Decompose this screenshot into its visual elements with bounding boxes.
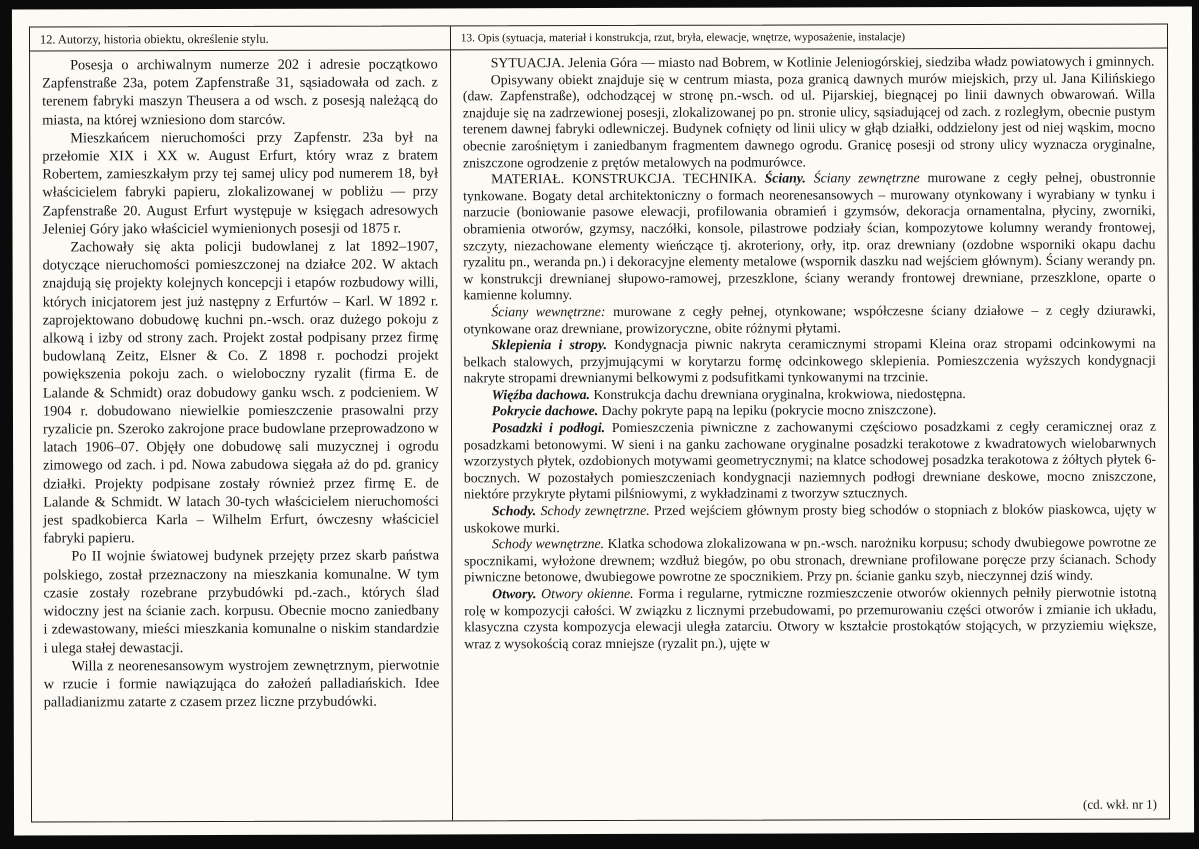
paragraph (43, 237, 439, 547)
text-run: Posesja o archiwalnym numerze 202 i adresie początkowo Zapfenstraße 23a, potem Zapfenstraße 31, sąsiadowała od zach. z terenem fabryki maszyn Theusera a od wsch. z posesją należącą do miasta, na której wzniesiono dom starców. (42, 56, 438, 129)
text-run: Zachowały się akta policji budowlanej z lat 1892–1907, dotyczące nieruchomości pomieszczonej na działce 202. W aktach znajdują się projekty kolejnych koncepcji i etapów rozbudowy willi, których inicjatorem jest już następny z Erfurtów – Karl. W 1892 r. zaprojektowano dobudowę kuchni pn.-wsch. oraz dużego pokoju z alkową i izby od strony zach. Projekt został podpisany przez firmę budowlaną Zeitz, Elsner & Co. Z 1898 r. pochodzi projekt powiększenia pokoju zach. o wieloboczny ryzalit (firma E. de Lalande & Schmidt) oraz dobudowy ganku wsch. z podcieniem. W 1904 r. dobudowano niewielkie pomieszczenie prasowalni przy ryzalicie pn. Szeroko zakrojone prace budowlane przeprowadzono w latach 1906–07. Objęły one dobudowę sali muzycznej i ogrodu zimowego od zach. i pd. Nowa zabudowa sięgała aż do pd. granicy działki. Projekty podpisane zostały również przez firmę E. de Lalande & Schmidt. W latach 30-tych właścicielem nieruchomości jest spadkobierca Karla – Wilhelm Erfurt, ówczesny właściciel fabryki papieru. (42, 238, 439, 547)
text-run: Pokrycie dachowe. (491, 403, 599, 419)
text-run: Sklepienia i stropy. (491, 337, 608, 353)
text-run: Konstrukcja dachu drewniana oryginalna, krokwiowa, niedostępna. (589, 385, 966, 402)
text-run: Klatka schodowa zlokalizowana w pn.-wsch. narożniku korpusu; schody dwubiegowe powrotne ze spocznikami, wyłożone drewnem; wzdłuż biegów, po obu stronach, drewniane profilowane poręcze przy ścianach. Schody piwniczne betonowe, dwubiegowe powrotne ze spocznikiem. Przy pn. ścianie ganku szyb, nieczynnej dziś windy. (464, 534, 1157, 585)
paragraph (463, 70, 1156, 171)
paragraph (464, 385, 1156, 403)
paragraph (43, 547, 439, 657)
text-run: Ściany zewnętrzne (805, 170, 920, 186)
document-page (12, 6, 1194, 835)
paragraph (464, 585, 1156, 653)
paragraph (464, 502, 1156, 537)
text-run: SYTUACJA. Jelenia Góra — miasto nad Bobrem, w Kotlinie Jeleniogórskiej, siedziba władz powiatowych i gminnych. (490, 53, 1155, 71)
paragraph (463, 170, 1156, 305)
text-run: Otwory. (492, 586, 537, 602)
paragraph (42, 55, 438, 129)
paragraph (464, 402, 1156, 420)
text-run: Pomieszczenia piwniczne z zachowanymi częściowo posadzkami z cegły ceramicznej oraz z posadzkami betonowymi. W sieni i na ganku zachowane oryginalne posadzki terakotowe z kwadratowych wielobarwnych wzorzystych płytek, ozdobionych motywami geometrycznymi; na klatce schodowej posadzka terakotowa z żółtych płytek 6-bocznych. W pozostałych pomieszczeniach kondygnacji naziemnych podłogi drewniane deskowe, mocno zniszczone, niektóre przykryte płytami pilśniowymi, z wykładzinami z tworzyw sztucznych. (463, 418, 1157, 502)
text-run: MATERIAŁ. KONSTRUKCJA. TECHNIKA. (491, 170, 765, 187)
text-run: Schody wewnętrzne. (491, 536, 605, 552)
text-run: Kondygnacja piwnic nakryta ceramicznymi stropami Kleina oraz stropami odcinkowymi na belkach stalowych, przyjmującymi w korytarzu formę odcinkowego sklepienia. Pomieszczenia wyższych kondygnacji nakryte stropami drewnianymi belkowymi z podsufitkami tynkowanymi na trzcinie. (463, 335, 1156, 386)
section-13-column (451, 25, 1169, 821)
section-13-body (451, 49, 1169, 797)
text-run: Willa z neorenesansowym wystrojem zewnętrznym, pierwotnie w rzucie i formie nawiązująca do założeń palladiańskich. Idee palladianizmu zatarte z czasem przez liczne przybudówki. (43, 657, 440, 711)
text-run: Przed wejściem głównym prosty bieg schodów o stopniach z bloków piaskowca, ujęty w uskokowe murki. (463, 501, 1157, 535)
paragraph (42, 128, 438, 238)
text-run: Forma i regularne, rytmiczne rozmieszczenie otworów okiennych pełniły pierwotnie istotną rolę w kompozycji całości. W związku z licznymi przebudowami, po przemurowaniu części otworów i zmianie ich układu, klasyczna czysta kompozycja elewacji uległa zatarciu. Otwory w kształcie prostokątów stojących, w przyziemiu większe, wraz z wysokością coraz mniejsze (ryzalit pn.), ujęte w (464, 584, 1157, 652)
text-run: Dachy pokryte papą na lepiku (pokrycie mocno zniszczone). (598, 402, 937, 419)
paragraph (463, 54, 1155, 72)
paragraph (464, 535, 1156, 587)
text-run: Opisywany obiekt znajduje się w centrum miasta, poza granicą dawnych murów miejskich, przy ul. Jana Kilińskiego (daw. Zapfenstraße), odchodzącej w stronę pn.-wsch. od ul. Pijarskiej, biegnącej po linii dawnych obwarowań. Willa znajduje się na zadrzewionej posesji, zlokalizowanej po pn. stronie ulicy, sąsiadującej od zach. z rozległym, obecnie pustym terenem dawnej fabryki odlewniczej. Budynek cofnięty od linii ulicy w głąb działki, oddzielony jest od niej wąskim, mocno obecnie zarośniętym i zaniedbanym fragmentem dawnego ogrodu. Granicę posesji od strony ulicy wyznacza oryginalne, zniszczone ogrodzenie z prętów metalowych na podmurówce. (462, 70, 1156, 170)
continuation-note: (cd. wkł. nr 1) (1082, 796, 1158, 812)
paragraph (44, 656, 440, 712)
section-12-body (30, 50, 452, 821)
text-run: Schody zewnętrzne. (536, 502, 650, 519)
text-run: Posadzki i podłogi. (491, 420, 606, 436)
text-run: Więźba dachowa. (491, 386, 591, 403)
section-12-header: 12. Autorzy, historia obiektu, określenie stylu. (30, 26, 450, 51)
text-run: murowane z cegły pełnej, obustronnie tynkowane. Bogaty detal architektoniczny o formach neorenesansowych – murowany otynkowany i wyrabiany w tynku i narzucie (boniowanie pasowe elewacji, profilowania obramień i gzymsów, dekoracja ornamentalna, płyciny, zworniki, obramienia otworów, gzymsy, naczółki, konsole, pilastrowe podziały ścian, kompozytowe kolumny werandy frontowej, szczyty, niezachowane elementy wieńczące tj. akroteriony, orły, itp. oraz drewniany (ozdobne wsporniki okapu dachu ryzalitu pn., weranda pn.) i dekoracyjne elementy metalowe (wspornik daszku nad wejściem głównym). Ściany werandy pn. w konstrukcji drewnianej słupowo-ramowej, przeszklone, ściany werandy frontowej drewniane, przeszklone, oparte o kamienne kolumny. (463, 169, 1156, 303)
section-12-column (30, 26, 453, 821)
text-run: Schody. (491, 503, 537, 519)
page-frame (29, 24, 1170, 823)
text-run: murowane z cegły pełnej, otynkowane; współczesne ściany działowe – z cegły dziurawki, otynkowane oraz drewniane, prowizoryczne, obite różnymi płytami. (463, 302, 1156, 336)
paragraph (464, 419, 1157, 504)
paragraph (463, 302, 1155, 337)
paragraph (463, 336, 1155, 388)
text-run: Mieszkańcem nieruchomości przy Zapfenstr. 23a był na przełomie XIX i XX w. August Erfurt, który wraz z bratem Robertem, zamieszkałym przy tej samej ulicy pod numerem 18, był właścicielem fabryki papieru, zlokalizowanej w pobliżu — przy Zapfenstraße 20. August Erfurt występuje w księgach adresowych Jeleniej Góry jako właściciel wymienionych posesji od 1875 r. (42, 129, 439, 238)
text-run: Ściany. (764, 170, 806, 186)
text-run: Po II wojnie światowej budynek przejęty przez skarb państwa polskiego, został przeznaczony na mieszkania komunalne. W tym czasie zostały rozebrane przybudówki pd.-zach., których ślad widoczny jest na ścianie zach. korpusu. Obecnie mocno zaniedbany i zdewastowany, mieści mieszkania komunalne o niskim standardzie i ulega stałej dewastacji. (43, 547, 440, 656)
section-13-header: 13. Opis (sytuacja, materiał i konstrukcja, rzut, bryła, elewacje, wnętrze, wyposażenie, instalacje) (451, 25, 1167, 51)
text-run: Otwory okienne. (536, 585, 634, 602)
text-run: Ściany wewnętrzne: (491, 303, 606, 320)
